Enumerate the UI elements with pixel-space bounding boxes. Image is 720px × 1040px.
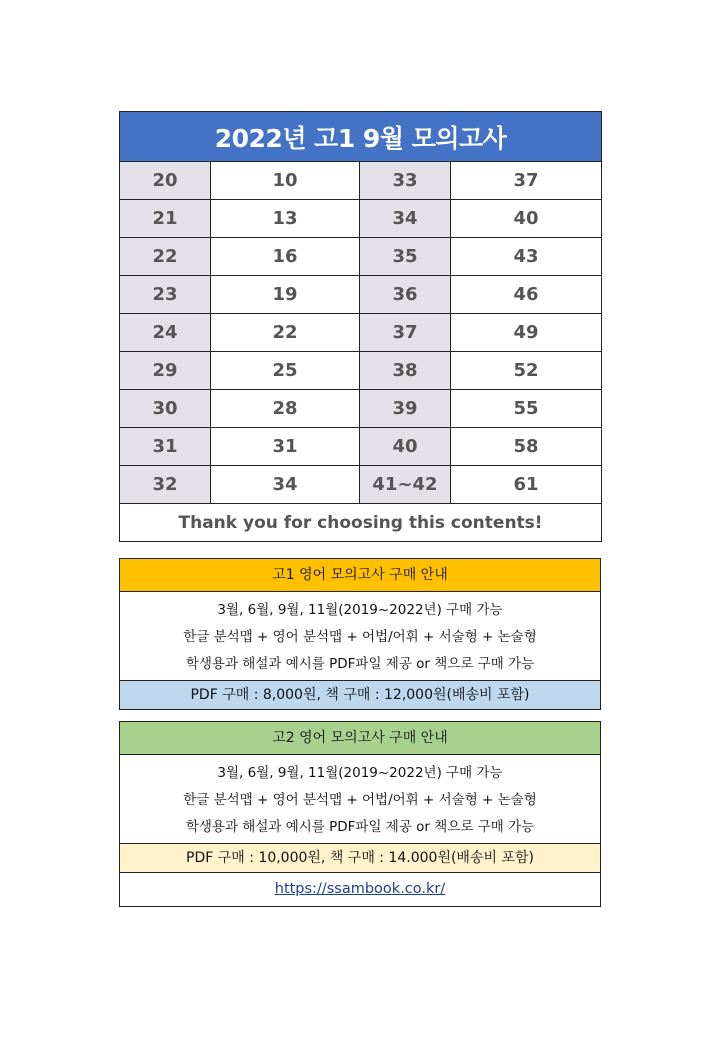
answer-row xyxy=(120,466,602,504)
question-number-cell: 37 xyxy=(360,314,451,352)
question-number-cell: 39 xyxy=(360,390,451,428)
page-content xyxy=(119,111,601,907)
question-number-cell: 40 xyxy=(360,428,451,466)
purchase-detail-line: 3월, 6월, 9월, 11월(2019~2022년) 구매 가능 xyxy=(217,602,503,618)
question-number-cell: 32 xyxy=(120,466,211,504)
grade1-purchase-info-box xyxy=(119,558,601,710)
answer-cell: 34 xyxy=(211,466,360,504)
answer-row xyxy=(120,238,602,276)
grade2-purchase-heading: 고2 영어 모의고사 구매 안내 xyxy=(120,722,600,755)
thanks-message: Thank you for choosing this contents! xyxy=(120,504,602,542)
answer-cell: 25 xyxy=(211,352,360,390)
question-number-cell: 34 xyxy=(360,200,451,238)
question-number-cell: 21 xyxy=(120,200,211,238)
purchase-detail-line: 3월, 6월, 9월, 11월(2019~2022년) 구매 가능 xyxy=(217,765,503,781)
question-number-cell: 22 xyxy=(120,238,211,276)
store-link-row xyxy=(120,872,600,906)
answer-row xyxy=(120,200,602,238)
answer-cell: 61 xyxy=(451,466,602,504)
grade1-price-line: PDF 구매 : 8,000원, 책 구매 : 12,000원(배송비 포함) xyxy=(120,680,600,709)
question-number-cell: 20 xyxy=(120,162,211,200)
answer-cell: 43 xyxy=(451,238,602,276)
answer-row xyxy=(120,390,602,428)
answer-cell: 28 xyxy=(211,390,360,428)
grade1-purchase-details xyxy=(120,592,600,680)
grade2-purchase-info-box xyxy=(119,721,601,907)
grade2-purchase-details xyxy=(120,755,600,843)
question-number-cell: 30 xyxy=(120,390,211,428)
question-number-cell: 29 xyxy=(120,352,211,390)
answer-row xyxy=(120,314,602,352)
answer-row xyxy=(120,352,602,390)
answer-cell: 37 xyxy=(451,162,602,200)
answer-cell: 10 xyxy=(211,162,360,200)
answer-table xyxy=(119,111,602,542)
question-number-cell: 41~42 xyxy=(360,466,451,504)
answer-cell: 46 xyxy=(451,276,602,314)
question-number-cell: 24 xyxy=(120,314,211,352)
answer-cell: 13 xyxy=(211,200,360,238)
grade2-price-line: PDF 구매 : 10,000원, 책 구매 : 14.000원(배송비 포함) xyxy=(120,843,600,872)
question-number-cell: 35 xyxy=(360,238,451,276)
answer-cell: 55 xyxy=(451,390,602,428)
answer-row xyxy=(120,276,602,314)
answer-cell: 31 xyxy=(211,428,360,466)
answer-row xyxy=(120,428,602,466)
answer-cell: 52 xyxy=(451,352,602,390)
answer-cell: 19 xyxy=(211,276,360,314)
answer-row xyxy=(120,162,602,200)
question-number-cell: 23 xyxy=(120,276,211,314)
purchase-detail-line: 한글 분석맵 + 영어 분석맵 + 어법/어휘 + 서술형 + 논술형 xyxy=(183,629,537,645)
answer-cell: 58 xyxy=(451,428,602,466)
question-number-cell: 38 xyxy=(360,352,451,390)
purchase-detail-line: 한글 분석맵 + 영어 분석맵 + 어법/어휘 + 서술형 + 논술형 xyxy=(183,792,537,808)
answer-cell: 22 xyxy=(211,314,360,352)
answer-cell: 40 xyxy=(451,200,602,238)
question-number-cell: 33 xyxy=(360,162,451,200)
question-number-cell: 31 xyxy=(120,428,211,466)
question-number-cell: 36 xyxy=(360,276,451,314)
answer-table-title: 2022년 고1 9월 모의고사 xyxy=(120,112,602,162)
answer-cell: 16 xyxy=(211,238,360,276)
grade1-purchase-heading: 고1 영어 모의고사 구매 안내 xyxy=(120,559,600,592)
purchase-detail-line: 학생용과 해설과 예시를 PDF파일 제공 or 책으로 구매 가능 xyxy=(185,656,535,672)
purchase-detail-line: 학생용과 해설과 예시를 PDF파일 제공 or 책으로 구매 가능 xyxy=(185,819,535,835)
store-link[interactable]: https://ssambook.co.kr/ xyxy=(274,881,446,897)
answer-cell: 49 xyxy=(451,314,602,352)
